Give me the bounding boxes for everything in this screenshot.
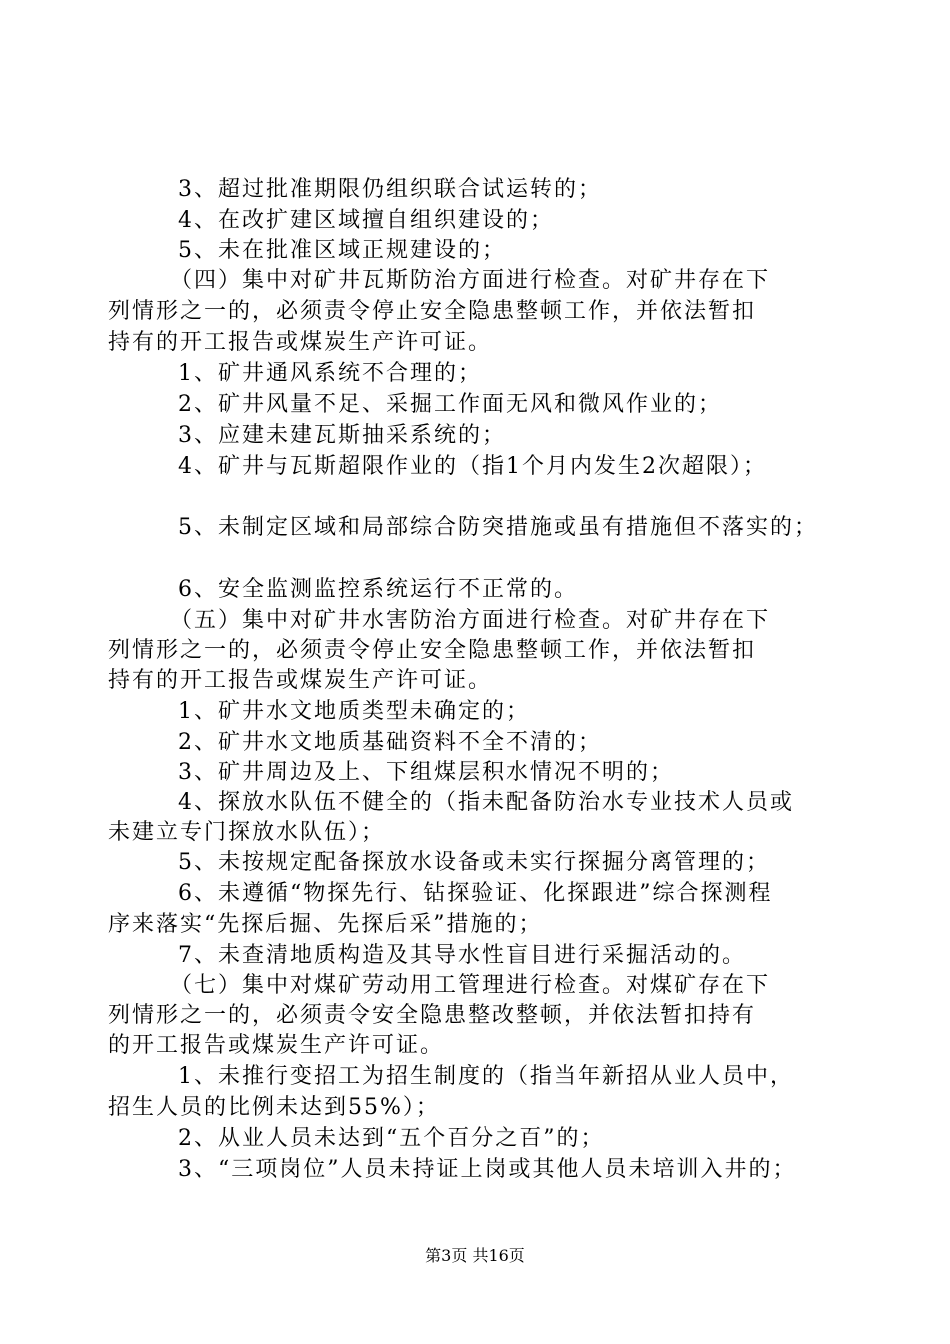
text-line: 2、从业人员未达到“五个百分之百”的； [178,1126,605,1151]
text-line: （七）集中对煤矿劳动用工管理进行检查。对煤矿存在下 [170,973,771,998]
text-line: 3、超过批准期限仍组织联合试运转的； [178,177,602,202]
text-line: 2、矿井水文地质基础资料不全不清的； [178,730,602,755]
text-line: 未建立专门探放水队伍）； [108,820,386,845]
text-line: 3、“三项岗位”人员未持证上岗或其他人员未培训入井的； [178,1157,797,1182]
text-line: 3、应建未建瓦斯抽采系统的； [178,423,506,448]
text-line: 6、未遵循“物探先行、钻探验证、化探跟进”综合探测程 [178,881,773,906]
text-line: 4、矿井与瓦斯超限作业的（指1个月内发生2次超限）； [178,454,767,479]
text-line: 3、矿井周边及上、下组煤层积水情况不明的； [178,760,674,785]
text-line: 列情形之一的，必须责令安全隐患整改整顿，并依法暂扣持有 [108,1003,757,1028]
text-line: （五）集中对矿井水害防治方面进行检查。对矿井存在下 [170,608,771,633]
text-line: 5、未制定区域和局部综合防突措施或虽有措施但不落实的； [178,515,818,540]
text-line: 招生人员的比例未达到55%）； [108,1095,440,1120]
text-line: 7、未查清地质构造及其导水性盲目进行采掘活动的。 [178,943,746,968]
text-line: 1、未推行变招工为招生制度的（指当年新招从业人员中， [178,1064,794,1089]
page-number-footer: 第3页 共16页 [425,1246,525,1265]
text-line: 4、在改扩建区域擅自组织建设的； [178,208,554,233]
text-line: 持有的开工报告或煤炭生产许可证。 [108,330,493,355]
text-line: 序来落实“先探后掘、先探后采”措施的； [108,912,543,937]
text-line: 列情形之一的，必须责令停止安全隐患整顿工作，并依法暂扣 [108,299,757,324]
text-line: 列情形之一的，必须责令停止安全隐患整顿工作，并依法暂扣 [108,638,757,663]
text-line: 的开工报告或煤炭生产许可证。 [108,1033,445,1058]
text-line: 2、矿井风量不足、采掘工作面无风和微风作业的； [178,392,722,417]
text-line: （四）集中对矿井瓦斯防治方面进行检查。对矿井存在下 [170,268,771,293]
text-line: 1、矿井水文地质类型未确定的； [178,699,530,724]
text-line: 6、安全监测监控系统运行不正常的。 [178,577,578,602]
text-line: 持有的开工报告或煤炭生产许可证。 [108,668,493,693]
text-line: 5、未按规定配备探放水设备或未实行探掘分离管理的； [178,850,770,875]
text-line: 1、矿井通风系统不合理的； [178,361,482,386]
text-line: 5、未在批准区域正规建设的； [178,238,506,263]
text-line: 4、探放水队伍不健全的（指未配备防治水专业技术人员或 [178,790,794,815]
